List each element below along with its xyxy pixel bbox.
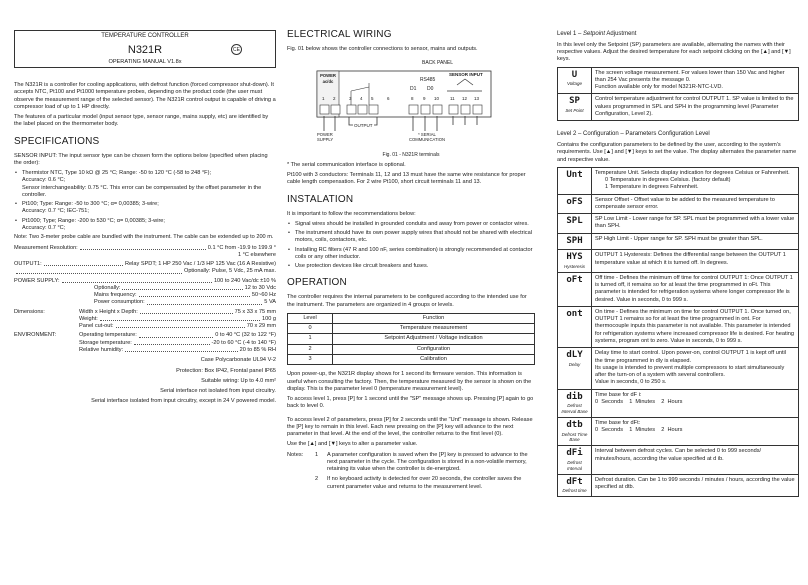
header-level: Level <box>288 313 333 323</box>
param-symbol: dFt Defrost time <box>558 474 592 497</box>
param-symbol: dib Defrost Interval Base <box>558 389 592 417</box>
sensor-item: • Thermistor NTC, Type 10 kΩ @ 25 °C; Range: -50 to 120 °C (-58 to 248 °F); <box>14 170 276 177</box>
back-panel-label: BACK PANEL <box>422 60 454 67</box>
operation-paragraph: To access level 2 of parameters, press [P] for 2 seconds until the "Unt" message is shown. Release the [P] key to remain in this level. Each new pressing on the [P] key will advance to the next parameter in that level. At the end of the level, the controller returns to the first level (0). <box>287 416 533 438</box>
table-row: 0 Temperature measurement <box>288 324 535 334</box>
sensor-detail: Accuracy: 0.7 °C; IEC-751; <box>22 208 89 215</box>
doc-subtitle: TEMPERATURE CONTROLLER <box>101 33 189 39</box>
serial-comm-label: * SERIAL COMMUNICATION <box>409 132 445 143</box>
note-item: 1 A parameter configuration is saved when the [P] key is pressed to advance to the next parameter in the cycle. The configuration is stored in a non-volatile memory, retaining its value when the controller is de-energized. <box>315 451 528 473</box>
param-row: dLY Delay Delay time to start control. Upon power-on, control OUTPUT 1 is kept off until the time programmed in dly is elapsed. Its usage is intended to prevent multiple compressors to start simultaneously after the turn-on of a system with several controllers. Value in seconds, 0 to 250 s. <box>558 348 799 389</box>
param-symbol: dFi Defrost Interval <box>558 446 592 474</box>
spec-row: OUTPUT1: Relay SPDT; 1 HP 250 Vac / 1/3 HP 125 Vac (16 A Resistive) <box>14 261 276 268</box>
intro-section <box>14 82 276 129</box>
param-row: SP Set Point Control temperature adjustment for control OUTPUT 1. SP value is limited to the values programmed in SPL and SPH in the programming level (Parameter Configuration, Level 2). <box>558 94 799 121</box>
ce-mark: CE <box>231 44 242 55</box>
param-symbol: SPL <box>558 214 592 234</box>
table-row: 2 Configuration <box>288 344 535 354</box>
doc-title: N321R <box>127 43 163 56</box>
power-rows <box>14 285 276 307</box>
terminal-number: 5 <box>371 96 374 102</box>
terminal-number: 9 <box>423 96 426 102</box>
section-heading: OPERATION <box>287 277 347 289</box>
sensor-detail: Accuracy: 0.6 °C; <box>22 177 66 184</box>
param-row: dFi Defrost Interval Interval between defrost cycles. Can be selected 0 to 999 seconds/ minutes/hours, according the value specified at d ib. <box>558 446 799 474</box>
section-heading: INSTALATION <box>287 193 354 205</box>
intro-paragraph: The N321R is a controller for cooling applications, with defrost function (forced compressor shut-down). It accepts NTC, Pt100 and Pt1000 temperature probes, depending on the product code (the user must observe the measurement range of the selected sensor). The N321R control output is capable of driving a compressor load of up to 1 HP directly. <box>14 82 276 110</box>
spec-tail: Serial interface isolated from input circuitry, except in 24 V powered model. <box>91 398 276 405</box>
spec-row: 1 °C elsewhere <box>238 251 276 258</box>
terminal-number: 2 <box>333 96 336 102</box>
level1-title: Level 1 – Setpoint Adjustment <box>557 31 637 37</box>
sensor-item: • Pt1000; Type; Range: -200 to 530 °C; α= 0,00385; 3-wire; <box>14 218 276 225</box>
spec-row: Mains frequency: 50~60 Hz <box>94 292 276 299</box>
param-row: Unt Temperature Unit. Selects display indication for degrees Celsius or Fahrenheit. 0 Temperature in degrees Celsius. (factory default) 1 Temperature in degrees Fahrenheit. <box>558 167 799 194</box>
wiring-diagram <box>287 59 535 151</box>
notes <box>287 452 535 491</box>
terminal-number: 12 <box>462 96 468 102</box>
column-1 <box>14 0 276 585</box>
title-box <box>14 30 276 68</box>
spec-tail: Protection: Box IP42, Frontal panel IP65 <box>176 367 276 374</box>
param-row: oFS Sensor Offset - Offset value to be added to the measured temperature to compensate sensor error. <box>558 194 799 214</box>
power-label: POWER ac/dc <box>320 73 336 84</box>
terminal-number: 1 <box>322 96 325 102</box>
terminal-number: 11 <box>450 96 455 102</box>
terminal-number: 6 <box>387 96 390 102</box>
param-symbol: U Voltage <box>558 67 592 94</box>
rs485-label: RS485 <box>420 77 436 84</box>
table-header <box>288 313 535 323</box>
column-2 <box>287 0 535 585</box>
wiring-arrows <box>324 116 477 131</box>
terminal-number: 3 <box>349 96 352 102</box>
sensor-intro: SENSOR INPUT: The input sensor type can be chosen form the options below (specified when placing the order): <box>14 152 268 166</box>
sensor-detail: Accuracy: 0.7 °C; <box>22 224 66 231</box>
env-rows <box>14 340 276 355</box>
spec-row: Dimensions: Width x Height x Depth: 75 x 33 x 75 mm <box>14 308 276 315</box>
spec-row: Panel cut-out: 70 x 29 mm <box>79 323 276 330</box>
levels-table <box>287 313 535 365</box>
cable-note: Note: Two 3-meter probe cable are bundled with the instrument. The cable can be extended up to 200 m. <box>14 234 274 241</box>
d0-label: D0 <box>427 86 434 93</box>
param-row: SPL SP Low Limit - Lower range for SP. SPL must be programmed with a lower value than SPH. <box>558 214 799 234</box>
level1-param-table <box>557 67 799 122</box>
install-intro: It is important to follow the recommendations below: <box>287 210 416 217</box>
sensor-item: • Pt100; Type: Range: -50 to 300 °C; α= 0,00385; 3-wire; <box>14 201 276 208</box>
d1-label: D1 <box>410 86 417 93</box>
install-item: • Installing RC filters (47 R and 100 nF, series combination) is strongly recommended at contactor coils or any other inductor. <box>287 247 535 262</box>
terminal-number: 10 <box>434 96 440 102</box>
param-symbol: ont <box>558 306 592 347</box>
sensor-input-label: SENSOR INPUT <box>449 72 483 78</box>
spec-row: Power consumption: 5 VA <box>94 299 276 306</box>
param-symbol: Unt <box>558 167 592 194</box>
install-item: • Use protection devices like circuit breakers and fuses. <box>287 263 535 270</box>
param-row: dib Defrost Interval Base Time base for dF i: 0 Seconds 1 Minutes 2 Hours <box>558 389 799 417</box>
param-symbol: SP Set Point <box>558 94 592 121</box>
spec-row: Measurement Resolution: 0.1 °C from -19.9 to 199.9 ° <box>14 244 276 251</box>
param-symbol: SPH <box>558 233 592 250</box>
operation-paragraph: Use the [▲] and [▼] keys to alter a parameter value. <box>287 441 418 448</box>
spec-tail: Case Polycarbonate UL94 V-2 <box>200 357 276 364</box>
column-3 <box>557 0 799 585</box>
param-symbol: oFt <box>558 272 592 306</box>
param-symbol: dtb Defrost Time Base <box>558 417 592 445</box>
spec-row: Weight: 100 g <box>79 315 276 322</box>
spec-row: Optionally: Pulse, 5 Vdc, 25 mA max. <box>14 268 276 275</box>
level2-intro: Contains the configuration parameters to be defined by the user, according to the system's requirements. Use [▲] and [▼] keys to set the value. The display alternates the parameter name and respective value. <box>557 141 797 163</box>
param-row: oFt Off time - Defines the minimum off time for control OUTPUT 1: Once OUTPUT 1 is turned off, it remains so for at least the time programmed in oFt. This parameter is intended for refrigeration systems where longer compressor life is desired. Value in seconds, 0 to 999 s. <box>558 272 799 306</box>
table-row: 3 Calibration <box>288 355 535 365</box>
note-item: 2 If no keyboard activity is detected for over 20 seconds, the controller saves the current parameter value and returns to the measurement level. <box>315 476 522 490</box>
serial-footnote: * The serial communication interface is optional. <box>287 161 406 168</box>
spec-row: ENVIRONMENT: Operating temperature: 0 to 40 °C (32 to 122 °F) <box>14 332 276 339</box>
param-symbol: dLY Delay <box>558 348 592 389</box>
output-label: OUTPUT <box>354 123 373 129</box>
operation-paragraph: To access level 1, press [P] for 1 second until the "SP" message shows up. Pressing [P] again to go back to level 0. <box>287 396 534 410</box>
section-heading: ELECTRICAL WIRING <box>287 29 392 40</box>
terminal-number: 4 <box>360 96 363 102</box>
header-function: Function <box>333 313 535 323</box>
spec-row: Relative humidity: 20 to 85 % RH <box>79 346 276 353</box>
operation-intro: The controller requires the internal parameters to be configured according to the intended use for the instrument. The parameters are organized in 4 groups or levels. <box>287 294 527 308</box>
manual-version: OPERATING MANUAL V1.8x <box>108 59 182 66</box>
param-row: ont On time - Defines the minimum on time for control OUTPUT 1. Once turned on, OUTPUT 1 remains so for at least the time programmed in ont. For thermocouple inputs this parameter is not available. This parameter is intended for refrigeration systems where increased compressor life is desired. For heating systems, program ont to zero. Value in seconds, 0 to 999 s. <box>558 306 799 347</box>
power-supply-label: POWER SUPPLY <box>317 132 334 143</box>
terminal-number: 8 <box>411 96 414 102</box>
section-heading: SPECIFICATIONS <box>14 135 100 147</box>
param-row: U Voltage The screen voltage measurement. For values lower than 150 Vac and higher than 254 Vac presents the message 0. Function available only for model N321R-NTC-LVD. <box>558 67 799 94</box>
spec-tail: Suitable wiring: Up to 4.0 mm² <box>201 377 276 384</box>
level1-intro: In this level only the Setpoint (SP) parameters are available, alternating the names with their respective values. Adjust the desired temperature for each setpoint clicking on the [▲] and [▼] keys. <box>557 41 791 63</box>
operation-paragraph: Upon power-up, the N321R display shows for 1 second its firmware version. This information is useful when consulting the factory. Then, the temperature measured by the sensor is shown on the display. This is the parameter level 0 (temperature measurement level). <box>287 371 532 392</box>
figure-caption: Fig. 01 - N321R terminals <box>382 152 440 159</box>
pt100-note: Pt100 with 3 conductors: Terminals 11, 12 and 13 must have the same wire resistance for proper cable length compensation. For 2 wire Pt100, short circuit terminals 11 and 13. <box>287 172 526 186</box>
terminal-number: 13 <box>474 96 480 102</box>
param-symbol: oFS <box>558 194 592 214</box>
level2-param-table <box>557 167 799 497</box>
notes-label: Notes: <box>287 451 304 458</box>
param-row: dFt Defrost time Defrost duration. Can be 1 to 999 seconds / minutes / hours, according the value specified at dtb. <box>558 474 799 497</box>
dim-rows <box>14 316 276 331</box>
param-row: HYS Hysteresis OUTPUT 1 Hysteresis: Defines the differential range between the OUTPUT 1 temperature value at which it is turned off. In degrees. <box>558 250 799 273</box>
param-row: dtb Defrost Time Base Time base for dFt: 0 Seconds 1 Minutes 2 Hours <box>558 417 799 445</box>
table-row: 1 Setpoint Adjustment / Voltage indication <box>288 334 535 344</box>
install-item: • The instrument should have its own power supply wires that should not be shared with electrical motors, coils, contactors, etc. <box>287 230 535 245</box>
wiring-intro: Fig. 01 below shows the controller connections to sensor, mains and outputs. <box>287 46 478 52</box>
param-symbol: HYS Hysteresis <box>558 250 592 273</box>
install-item: • Signal wires should be installed in grounded conduits and away from power or contactor wires. <box>287 221 535 228</box>
spec-row: POWER SUPPLY: 100 to 240 Vac/dc ±10 % <box>14 277 276 284</box>
level2-title: Level 2 – Configuration – Parameters Configuration Level <box>557 131 710 138</box>
spec-tail: Serial interface not isolated from input circuitry. <box>160 388 276 395</box>
sensor-detail: Sensor interchangeability: 0.75 °C. This error can be compensated by the offset parameter in the controller. <box>22 184 262 198</box>
terminal-numbers <box>287 96 535 104</box>
spec-row: Storage temperature: -20 to 60 °C (-4 to 140 °F) <box>79 339 276 346</box>
spec-row: Optionally: 12 to 30 Vdc <box>94 284 276 291</box>
intro-paragraph: The features of a particular model (input sensor type, sensor range, mains supply, etc) are identified by the label placed on the thermometer body. <box>14 114 269 128</box>
param-row: SPH SP High Limit - Upper range for SP. SPH must be greater than SPL. <box>558 233 799 250</box>
